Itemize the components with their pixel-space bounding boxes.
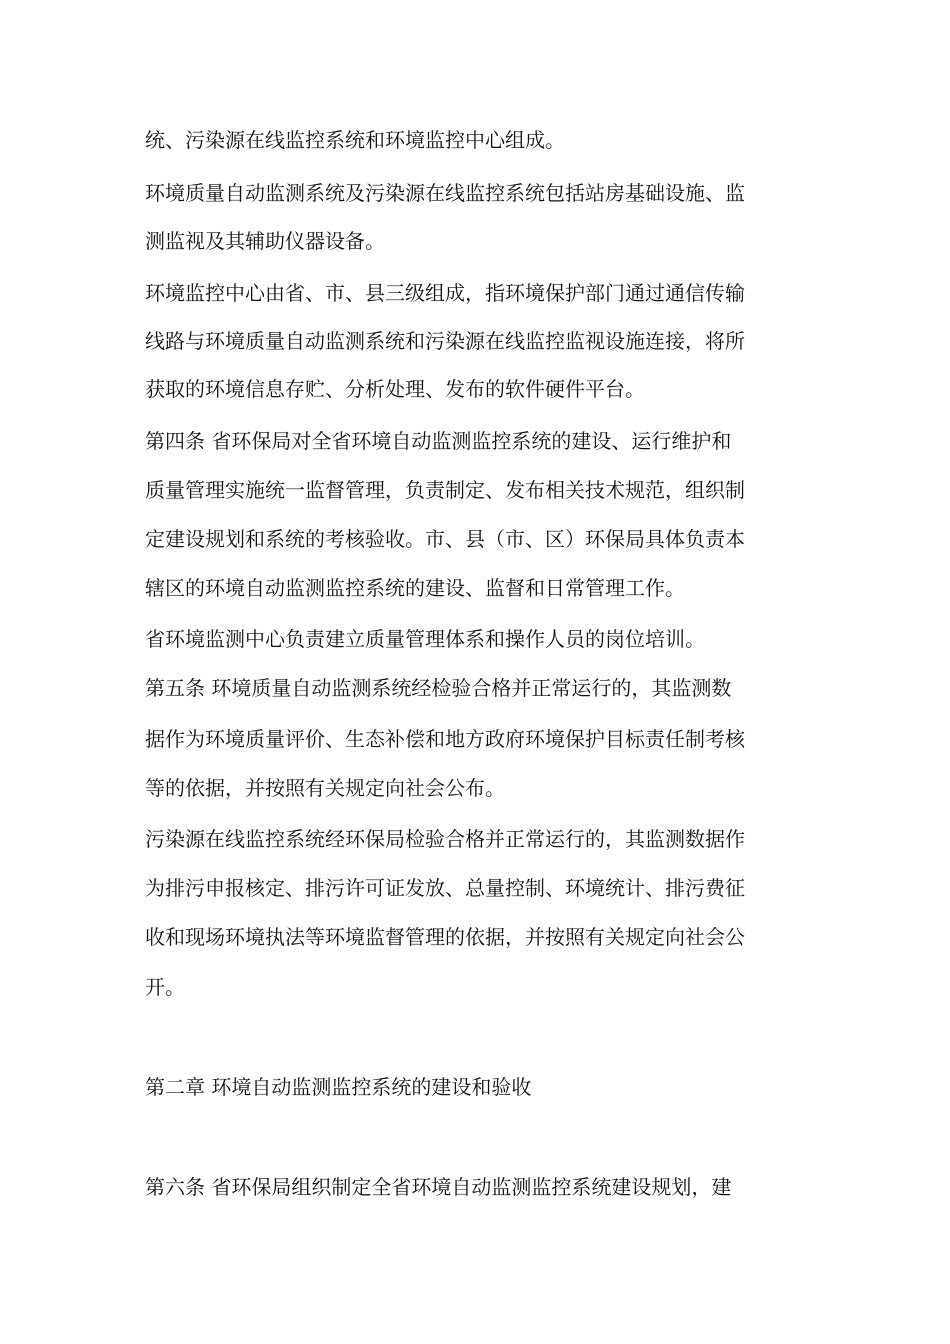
text-line: 获取的环境信息存贮、分析处理、发布的软件硬件平台。 xyxy=(145,377,645,401)
text-line: 环境质量自动监测系统及污染源在线监控系统包括站房基础设施、监 xyxy=(145,181,745,205)
text-line: 测监视及其辅助仪器设备。 xyxy=(145,229,385,253)
text-line: 为排污申报核定、排污许可证发放、总量控制、环境统计、排污费征 xyxy=(145,876,745,900)
chapter-heading: 第二章 环境自动监测监控系统的建设和验收 xyxy=(145,1075,532,1099)
text-line: 线路与环境质量自动监测系统和污染源在线监控监视设施连接，将所 xyxy=(145,329,745,353)
text-line: 收和现场环境执法等环境监督管理的依据，并按照有关规定向社会公 xyxy=(145,925,745,949)
text-line: 等的依据，并按照有关规定向社会公布。 xyxy=(145,776,505,800)
text-line: 开。 xyxy=(145,975,185,999)
text-line: 据作为环境质量评价、生态补偿和地方政府环境保护目标责任制考核 xyxy=(145,727,745,751)
text-line: 辖区的环境自动监测监控系统的建设、监督和日常管理工作。 xyxy=(145,576,685,600)
text-line: 环境监控中心由省、市、县三级组成，指环境保护部门通过通信传输 xyxy=(145,281,745,305)
text-line: 省环境监测中心负责建立质量管理体系和操作人员的岗位培训。 xyxy=(145,627,705,651)
text-line: 第四条 省环保局对全省环境自动监测监控系统的建设、运行维护和 xyxy=(145,429,732,453)
text-line: 第六条 省环保局组织制定全省环境自动监测监控系统建设规划，建 xyxy=(145,1175,732,1199)
text-line: 质量管理实施统一监督管理，负责制定、发布相关技术规范，组织制 xyxy=(145,478,745,502)
text-line: 定建设规划和系统的考核验收。市、县（市、区）环保局具体负责本 xyxy=(145,527,745,551)
text-line: 污染源在线监控系统经环保局检验合格并正常运行的，其监测数据作 xyxy=(145,827,745,851)
text-line: 第五条 环境质量自动监测系统经检验合格并正常运行的，其监测数 xyxy=(145,676,732,700)
text-line: 统、污染源在线监控系统和环境监控中心组成。 xyxy=(145,128,565,152)
